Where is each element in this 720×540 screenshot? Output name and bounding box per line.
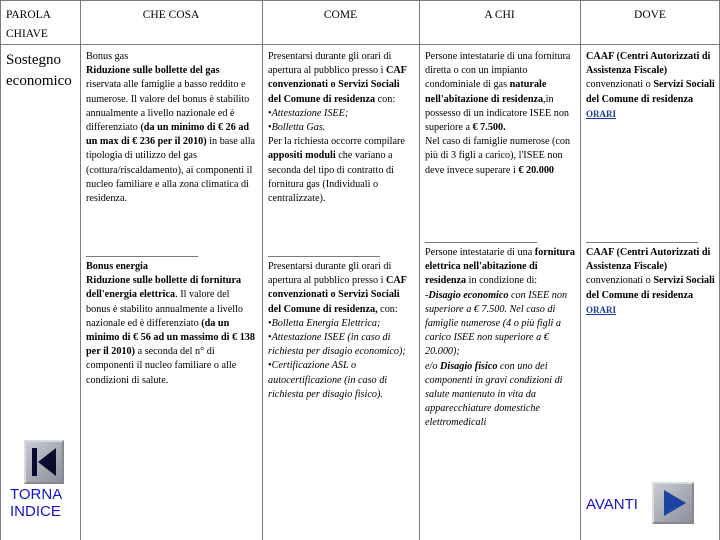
- energia-range: (da un minimo di € 56 ad un massimo di € 138 per il 2010): [86, 317, 255, 358]
- gas-dove-servizi: Servizi Sociali del Comune di residenza: [586, 79, 715, 105]
- dove-gas: [586, 50, 716, 122]
- gas-come-list1: Attestazione ISEE;: [271, 107, 349, 119]
- gas-achi-bold2: € 7.500.: [472, 122, 506, 134]
- gas-subtitle: Riduzione sulle bollette del gas: [86, 65, 220, 77]
- gas-achi-text1: Persone intestatarie di una fornitura diretta o con un impianto condominiale di gas: [425, 51, 571, 91]
- header-come: COME: [323, 9, 358, 21]
- first-page-icon: [24, 440, 64, 484]
- header-parola-chiave: PAROLA CHIAVE: [6, 9, 51, 40]
- next-label: AVANTI: [586, 496, 638, 513]
- header-divider: [0, 44, 720, 45]
- keyword-cell: Sostegno economico: [6, 52, 72, 89]
- energia-achi-text1: Persone intestatarie di una: [425, 247, 533, 258]
- column-divider: [262, 0, 263, 540]
- che-cosa-energia: [86, 246, 256, 388]
- gas-range: (da un minimo di € 26 ad un max di € 236 per il 2010): [86, 122, 250, 148]
- gas-title: Bonus gas: [86, 51, 129, 62]
- table-border-top: [0, 0, 720, 1]
- separator-line: ______________________: [86, 247, 199, 258]
- a-chi-energia: [425, 232, 575, 431]
- gas-achi-bold1: naturale nell'abitazione di residenza: [425, 79, 547, 105]
- gas-text2: in base alla tipologia di utilizzo del gas (cottura/riscaldamento), ai componenti il nucleo familiare e alla zona climatica di residenza.: [86, 136, 256, 205]
- gas-achi-text2: ,in possesso di un indicatore ISEE non superiore a: [425, 93, 570, 134]
- separator-line: ______________________: [425, 233, 538, 244]
- come-gas: Presentarsi durante gli orari di apertura al pubblico presso i CAF convenzionati o Servizi Sociali del Comune di residenza con: •Attestazione ISEE; •Bolletta Gas. Per la richiesta occorre compilare appositi moduli che variano a seconda del tipo di contratto di fornitura gas (Individuali o centralizzate).: [268, 51, 407, 205]
- energia-achi-italic4: con uno dei componenti in gravi condizioni di salute mantenuto in vita da apparecchiature domestiche elettromedicali: [425, 360, 563, 429]
- energia-achi-text2: in condizione di:: [468, 275, 538, 287]
- gas-achi-bold3: € 20.000: [518, 164, 554, 176]
- gas-come-con: con:: [377, 93, 396, 105]
- come-energia: ______________________ Presentarsi durante gli orari di apertura al pubblico presso i CAF convenzionati o Servizi Sociali del Comune di residenza, con: •Bolletta Energia Elettrica; •Attestazione ISEE (in caso di richiesta per disagio economico); •Certificazione ASL o autocertificazione (in caso di richiesta per disagio fisico).: [268, 246, 414, 402]
- energia-achi-italic3: e/o: [425, 360, 438, 372]
- header-che-cosa: CHE COSA: [142, 9, 200, 21]
- gas-achi-text3: Nel caso di famiglie numerose (con più di 3 figli a carico), l'ISEE non deve invece superare i: [425, 136, 571, 176]
- energia-dove-conv: convenzionati o: [586, 275, 651, 287]
- energia-title: Bonus energia: [86, 261, 148, 272]
- back-to-index-button[interactable]: [10, 440, 70, 535]
- energia-text1: . Il valore del bonus è stabilito annualmente a livello nazionale ed è differenziato: [86, 289, 244, 329]
- che-cosa-gas: [86, 50, 256, 206]
- gas-dove-caaf: CAAF (Centri Autorizzati di Assistenza Fiscale): [586, 51, 711, 77]
- gas-come-text-a: Per la richiesta occorre compilare: [268, 136, 405, 148]
- gas-come-intro: Presentarsi durante gli orari di apertura al pubblico presso i: [268, 51, 392, 77]
- energia-come-list3: Certificazione ASL o autocertificazione (in caso di richiesta per disagio fisico).: [268, 360, 388, 400]
- gas-come-text-b: che variano a seconda del tipo di contratto di fornitura gas (Individuali o centralizzate).: [268, 150, 394, 205]
- energia-come-intro: Presentarsi durante gli orari di apertura al pubblico presso i: [268, 261, 392, 287]
- energia-achi-disagio-fisico: Disagio fisico: [440, 360, 498, 372]
- a-chi-gas: [425, 50, 575, 178]
- energia-dove-servizi: Servizi Sociali del Comune di residenza: [586, 275, 715, 301]
- table-border-left: [0, 0, 1, 540]
- energia-dove-caaf: CAAF (Centri Autorizzati di Assistenza Fiscale): [586, 247, 711, 273]
- column-divider: [580, 0, 581, 540]
- column-divider: [419, 0, 420, 540]
- energia-come-list2: Attestazione ISEE (in caso di richiesta per disagio economico);: [268, 332, 406, 358]
- gas-come-moduli: appositi moduli: [268, 150, 336, 162]
- gas-come-list2: Bolletta Gas.: [271, 122, 326, 134]
- energia-text2: a seconda del n° di componenti il nucleo familiare o alle condizioni di salute.: [86, 346, 237, 386]
- gas-text1: riservata alle famiglie a basso reddito e numerose. Il valore del bonus è stabilito annualmente a livello nazionale ed è differenziato: [86, 79, 250, 134]
- header-a-chi: A CHI: [484, 9, 515, 21]
- energia-come-caaf: CAF convenzionati o Servizi Sociali del Comune di residenza,: [268, 275, 407, 315]
- energia-come-list1: Bolletta Energia Elettrica;: [271, 317, 381, 329]
- back-label: TORNA INDICE: [10, 486, 63, 520]
- dove-energia: [586, 232, 716, 318]
- separator-line: ______________________: [586, 233, 699, 244]
- next-button[interactable]: [586, 482, 698, 526]
- energia-orari-link[interactable]: ORARI: [586, 304, 617, 315]
- energia-achi-italic2: con ISEE non superiore a € 7.500. Nel caso di famiglie numerose (4 o più figli a carico ISEE non superiore a € 20.000);: [425, 289, 568, 358]
- column-divider: [80, 0, 81, 540]
- header-dove: DOVE: [634, 9, 666, 21]
- separator-line: ______________________: [268, 247, 381, 258]
- gas-orari-link[interactable]: ORARI: [586, 108, 617, 119]
- gas-dove-conv: convenzionati o: [586, 79, 651, 91]
- energia-come-con: con:: [380, 303, 398, 315]
- energia-achi-disagio-economico: Disagio economico: [428, 289, 509, 301]
- energia-achi-bold1: fornitura elettrica nell'abitazione di residenza: [425, 247, 575, 287]
- next-arrow-icon: [652, 482, 694, 524]
- gas-come-caaf: CAF convenzionati o Servizi Sociali del Comune di residenza: [268, 65, 407, 105]
- energia-subtitle: Riduzione sulle bollette di fornitura dell'energia elettrica: [86, 275, 242, 301]
- energia-achi-dash: -: [425, 289, 429, 301]
